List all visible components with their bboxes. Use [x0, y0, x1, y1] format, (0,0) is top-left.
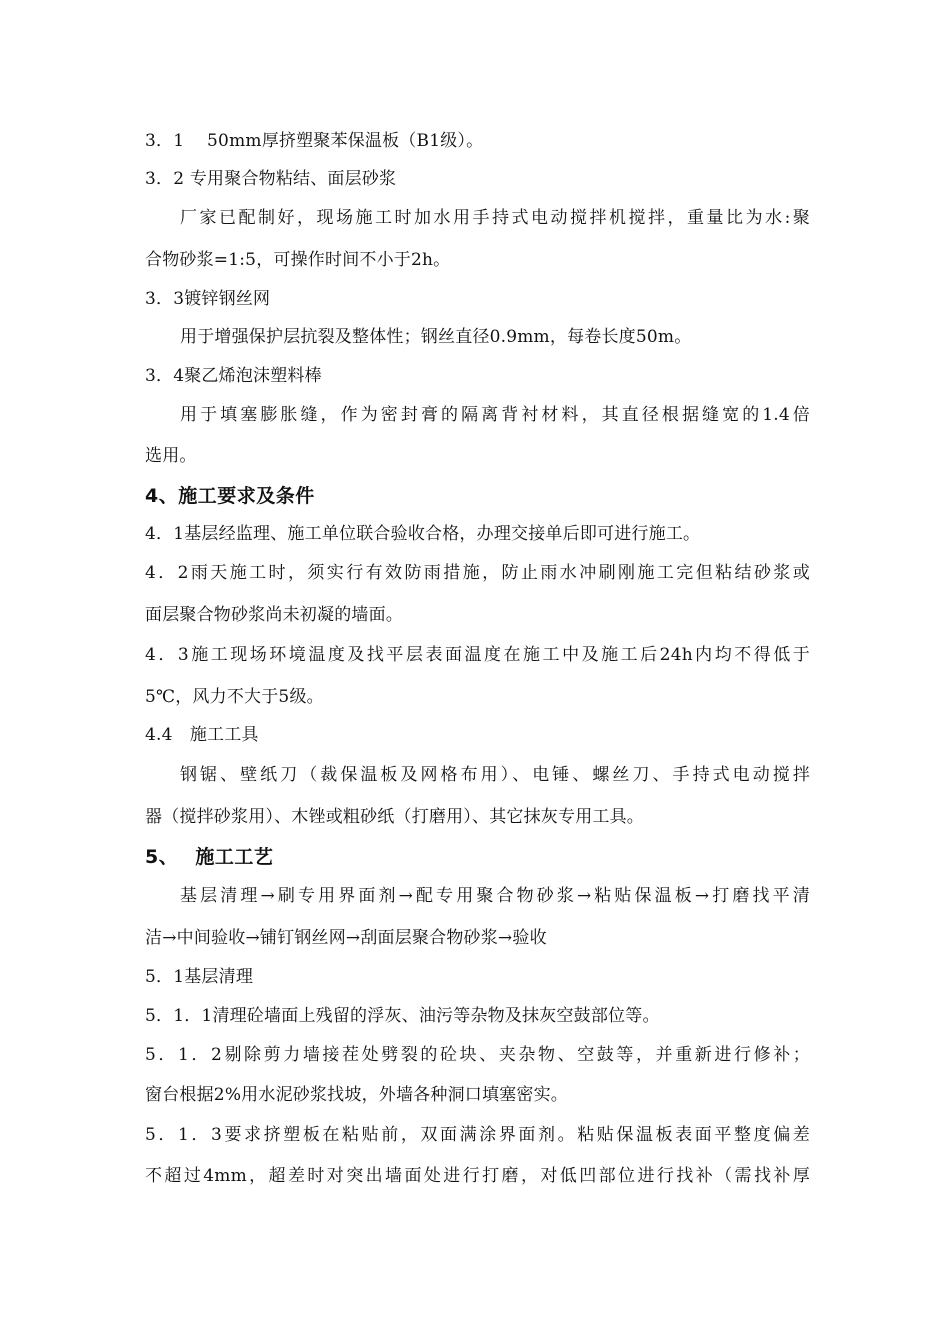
- section-heading-5: 5、 施工工艺: [145, 846, 274, 868]
- text-line: 4．2雨天施工时，须实行有效防雨措施，防止雨水冲刷刚施工完但粘结砂浆或: [145, 563, 810, 583]
- text-line: 5℃，风力不大于5级。: [145, 687, 324, 707]
- text-line: 洁→中间验收→铺钉钢丝网→刮面层聚合物砂浆→验收: [145, 928, 547, 948]
- text-line: 用于填塞膨胀缝，作为密封膏的隔离背衬材料，其直径根据缝宽的1.4倍: [180, 405, 810, 425]
- text-line: 4．3施工现场环境温度及找平层表面温度在施工中及施工后24h内均不得低于: [145, 645, 810, 665]
- text-line: 3．3镀锌钢丝网: [145, 289, 271, 309]
- text-line: 基层清理→刷专用界面剂→配专用聚合物砂浆→粘贴保温板→打磨找平清: [180, 886, 810, 906]
- section-heading-4: 4、施工要求及条件: [145, 485, 315, 507]
- text-line: 合物砂浆=1:5，可操作时间不小于2h。: [145, 250, 451, 270]
- text-line: 用于增强保护层抗裂及整体性；钢丝直径0.9mm，每卷长度50m。: [180, 327, 692, 347]
- text-line: 3．2 专用聚合物粘结、面层砂浆: [145, 169, 397, 189]
- text-line: 器（搅拌砂浆用）、木锉或粗砂纸（打磨用）、其它抹灰专用工具。: [145, 807, 644, 827]
- text-line: 选用。: [145, 446, 197, 466]
- text-line: 5．1．2剔除剪力墙接茬处劈裂的砼块、夹杂物、空鼓等，并重新进行修补；: [145, 1045, 810, 1065]
- text-line: 厂家已配制好，现场施工时加水用手持式电动搅拌机搅拌，重量比为水:聚: [180, 208, 810, 228]
- text-line: 不超过4mm，超差时对突出墙面处进行打磨，对低凹部位进行找补（需找补厚: [145, 1166, 810, 1186]
- text-line: 3．1 50mm厚挤塑聚苯保温板（B1级）。: [145, 131, 484, 151]
- text-line: 5．1．1清理砼墙面上残留的浮灰、油污等杂物及抹灰空鼓部位等。: [145, 1006, 660, 1026]
- text-line: 5．1．3要求挤塑板在粘贴前，双面满涂界面剂。粘贴保温板表面平整度偏差: [145, 1125, 810, 1145]
- text-line: 钢锯、壁纸刀（裁保温板及网格布用）、电锤、螺丝刀、手持式电动搅拌: [180, 765, 810, 785]
- text-line: 4．1基层经监理、施工单位联合验收合格，办理交接单后即可进行施工。: [145, 524, 701, 544]
- text-line: 3．4聚乙烯泡沫塑料棒: [145, 366, 322, 386]
- text-line: 4.4 施工工具: [145, 725, 259, 745]
- text-line: 窗台根据2%用水泥砂浆找坡，外墙各种洞口填塞密实。: [145, 1085, 568, 1105]
- text-line: 面层聚合物砂浆尚未初凝的墙面。: [145, 605, 403, 625]
- text-line: 5．1基层清理: [145, 967, 254, 987]
